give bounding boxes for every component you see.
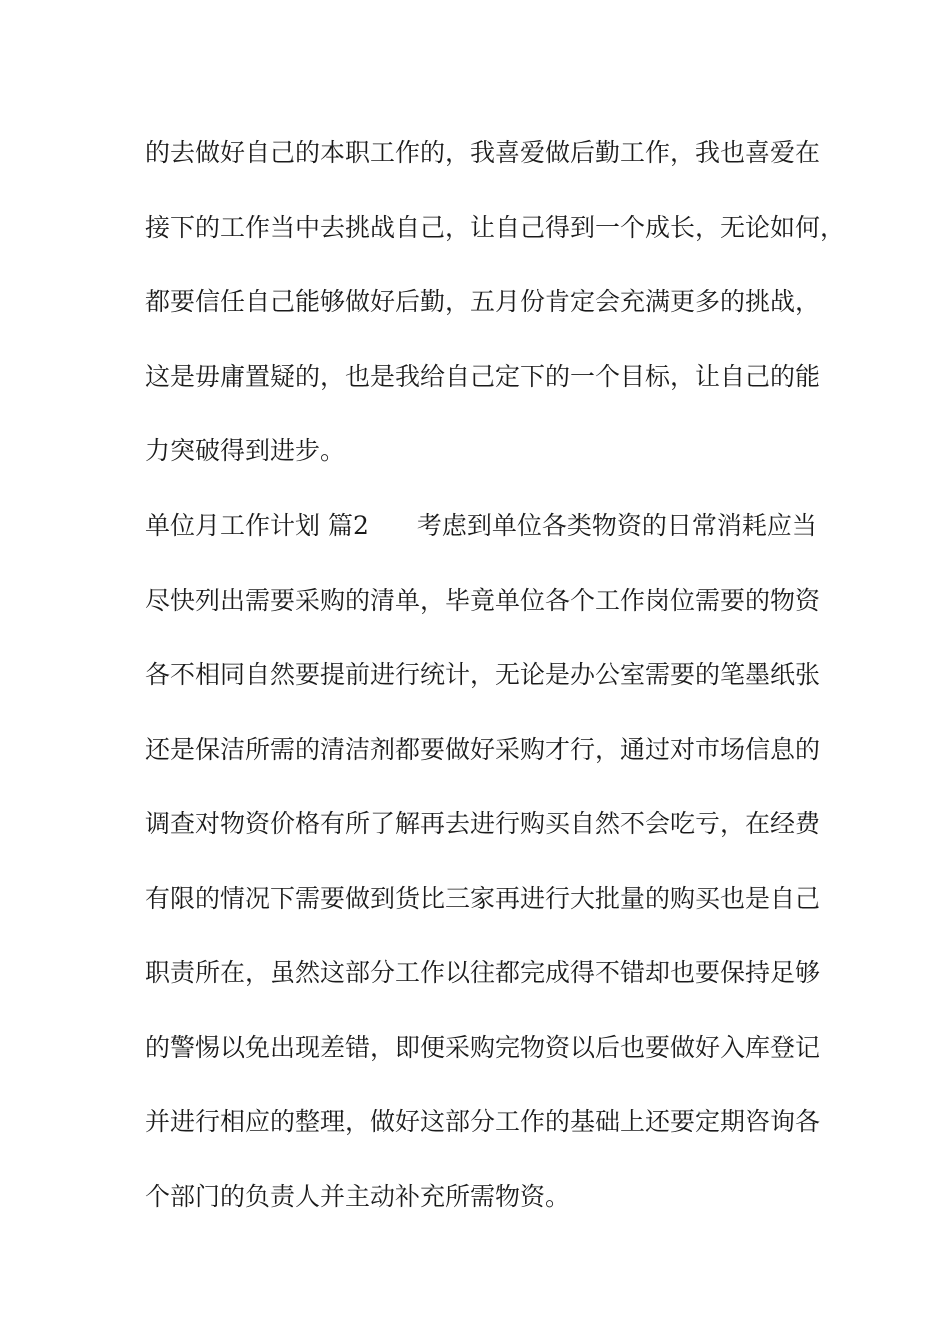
paragraph2-line-2: 尽快列出需要采购的清单，毕竟单位各个工作岗位需要的物资 xyxy=(145,586,821,615)
paragraph1-line-1: 的去做好自己的本职工作的，我喜爱做后勤工作，我也喜爱在 xyxy=(145,138,821,167)
paragraph2-line-10: 个部门的负责人并主动补充所需物资。 xyxy=(145,1182,571,1211)
paragraph2-line-4: 还是保洁所需的清洁剂都要做好采购才行，通过对市场信息的 xyxy=(145,735,821,764)
section-heading-row xyxy=(145,511,817,541)
section-title: 单位月工作计划 篇2 xyxy=(145,511,369,540)
paragraph2-line-9: 并进行相应的整理，做好这部分工作的基础上还要定期咨询各 xyxy=(145,1107,821,1136)
paragraph1-line-5: 力突破得到进步。 xyxy=(145,436,346,465)
paragraph2-line-7: 职责所在，虽然这部分工作以往都完成得不错却也要保持足够 xyxy=(145,958,821,987)
paragraph2-line-1: 考虑到单位各类物资的日常消耗应当 xyxy=(416,511,817,540)
paragraph2-line-6: 有限的情况下需要做到货比三家再进行大批量的购买也是自己 xyxy=(145,884,821,913)
paragraph2-line-8: 的警惕以免出现差错，即便采购完物资以后也要做好入库登记 xyxy=(145,1033,821,1062)
paragraph2-line-3: 各不相同自然要提前进行统计，无论是办公室需要的笔墨纸张 xyxy=(145,660,821,689)
paragraph1-line-2: 接下的工作当中去挑战自己，让自己得到一个成长，无论如何， xyxy=(145,213,846,242)
paragraph1-line-4: 这是毋庸置疑的，也是我给自己定下的一个目标，让自己的能 xyxy=(145,362,821,391)
paragraph1-line-3: 都要信任自己能够做好后勤，五月份肯定会充满更多的挑战， xyxy=(145,287,821,316)
paragraph2-line-5: 调查对物资价格有所了解再去进行购买自然不会吃亏，在经费 xyxy=(145,809,821,838)
